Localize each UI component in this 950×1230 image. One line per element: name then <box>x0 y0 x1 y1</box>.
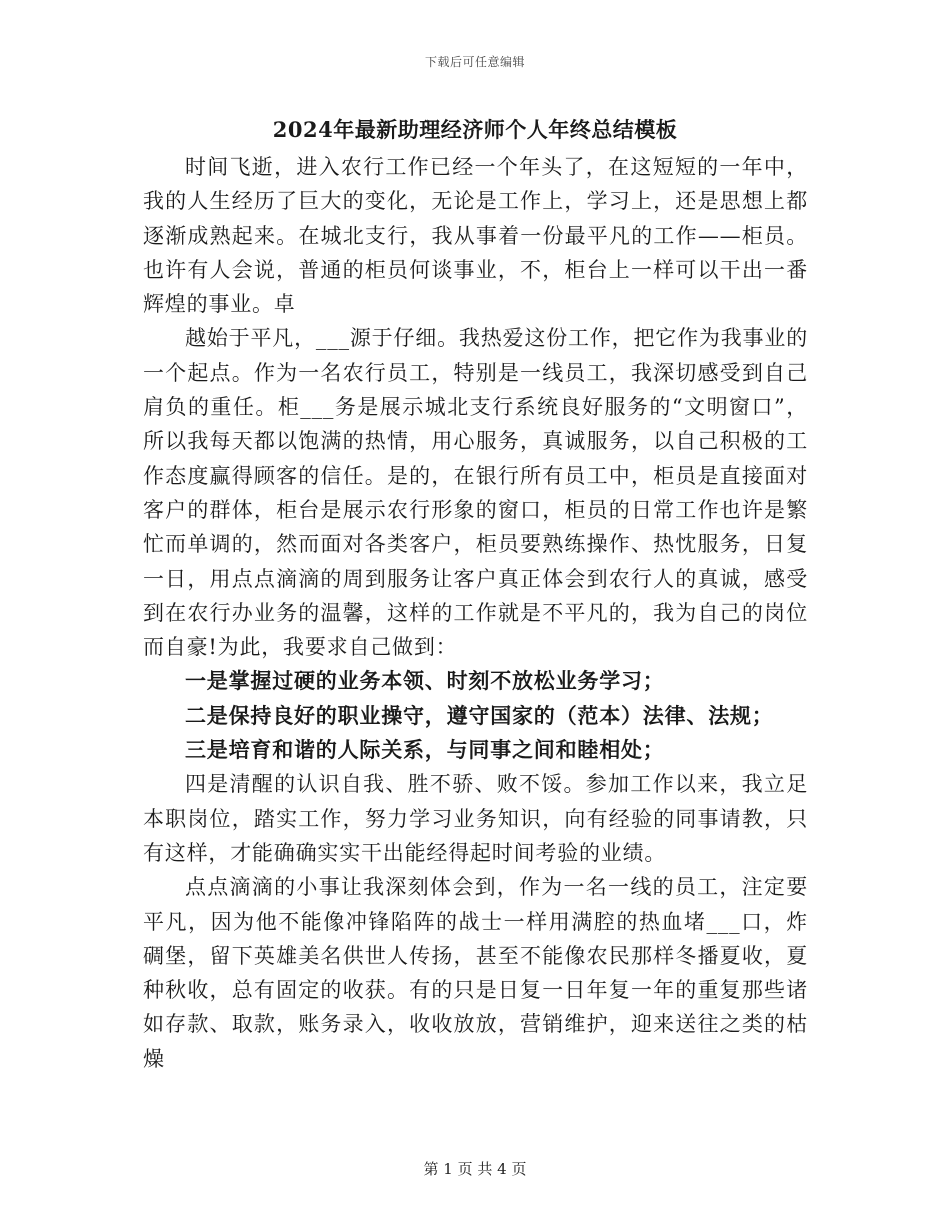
page-number: 第 1 页 共 4 页 <box>423 1160 527 1178</box>
requirement-item-4: 四是清醒的认识自我、胜不骄、败不馁。参加工作以来，我立足本职岗位，踏实工作，努力学习业务知识，向有经验的同事请教，只有这样，才能确确实实干出能经得起时间考验的业绩。 <box>143 772 808 865</box>
requirement-item-1: 一是掌握过硬的业务本领、时刻不放松业务学习； <box>185 668 665 694</box>
paragraph-work-attitude: 越始于平凡，___源于仔细。我热爱这份工作，把它作为我事业的一个起点。作为一名农行员工，特别是一线员工，我深切感受到自己肩负的重任。柜___务是展示城北支行系统良好服务的“文明窗口”，所以我每天都以饱满的热情，用心服务，真诚服务，以自己积极的工作态度赢得顾客的信任。是的，在银行所有员工中，柜员是直接面对客户的群体，柜台是展示农行形象的窗口，柜员的日常工作也许是繁忙而单调的，然而面对各类客户，柜员要熟练操作、热忱服务，日复一日，用点点滴滴的周到服务让客户真正体会到农行人的真诚，感受到在农行办业务的温馨，这样的工作就是不平凡的，我为自己的岗位而自豪!为此，我要求自己做到： <box>143 326 808 660</box>
paragraph-reflection: 点点滴滴的小事让我深刻体会到，作为一名一线的员工，注定要平凡，因为他不能像冲锋陷阵的战士一样用满腔的热血堵___口，炸碉堡，留下英雄美名供世人传扬，甚至不能像农民那样冬播夏收，夏种秋收，总有固定的收获。有的只是日复一日年复一年的重复那些诸如存款、取款，账务录入，收收放放，营销维护，迎来送往之类的枯燥 <box>143 875 808 1071</box>
paragraph-intro: 时间飞逝，进入农行工作已经一个年头了，在这短短的一年中，我的人生经历了巨大的变化，无论是工作上，学习上，还是思想上都逐渐成熟起来。在城北支行，我从事着一份最平凡的工作——柜员。也许有人会说，普通的柜员何谈事业，不，柜台上一样可以干出一番辉煌的事业。卓 <box>143 155 808 317</box>
document-body <box>143 150 808 1076</box>
requirement-item-2: 二是保持良好的职业操守，遵守国家的（范本）法律、法规； <box>185 702 774 728</box>
page-header-note: 下载后可任意编辑 <box>424 55 525 69</box>
document-title: 2024年最新助理经济师个人年终总结模板 <box>272 117 678 142</box>
requirement-item-3: 三是培育和谐的人际关系，与同事之间和睦相处； <box>185 737 665 763</box>
